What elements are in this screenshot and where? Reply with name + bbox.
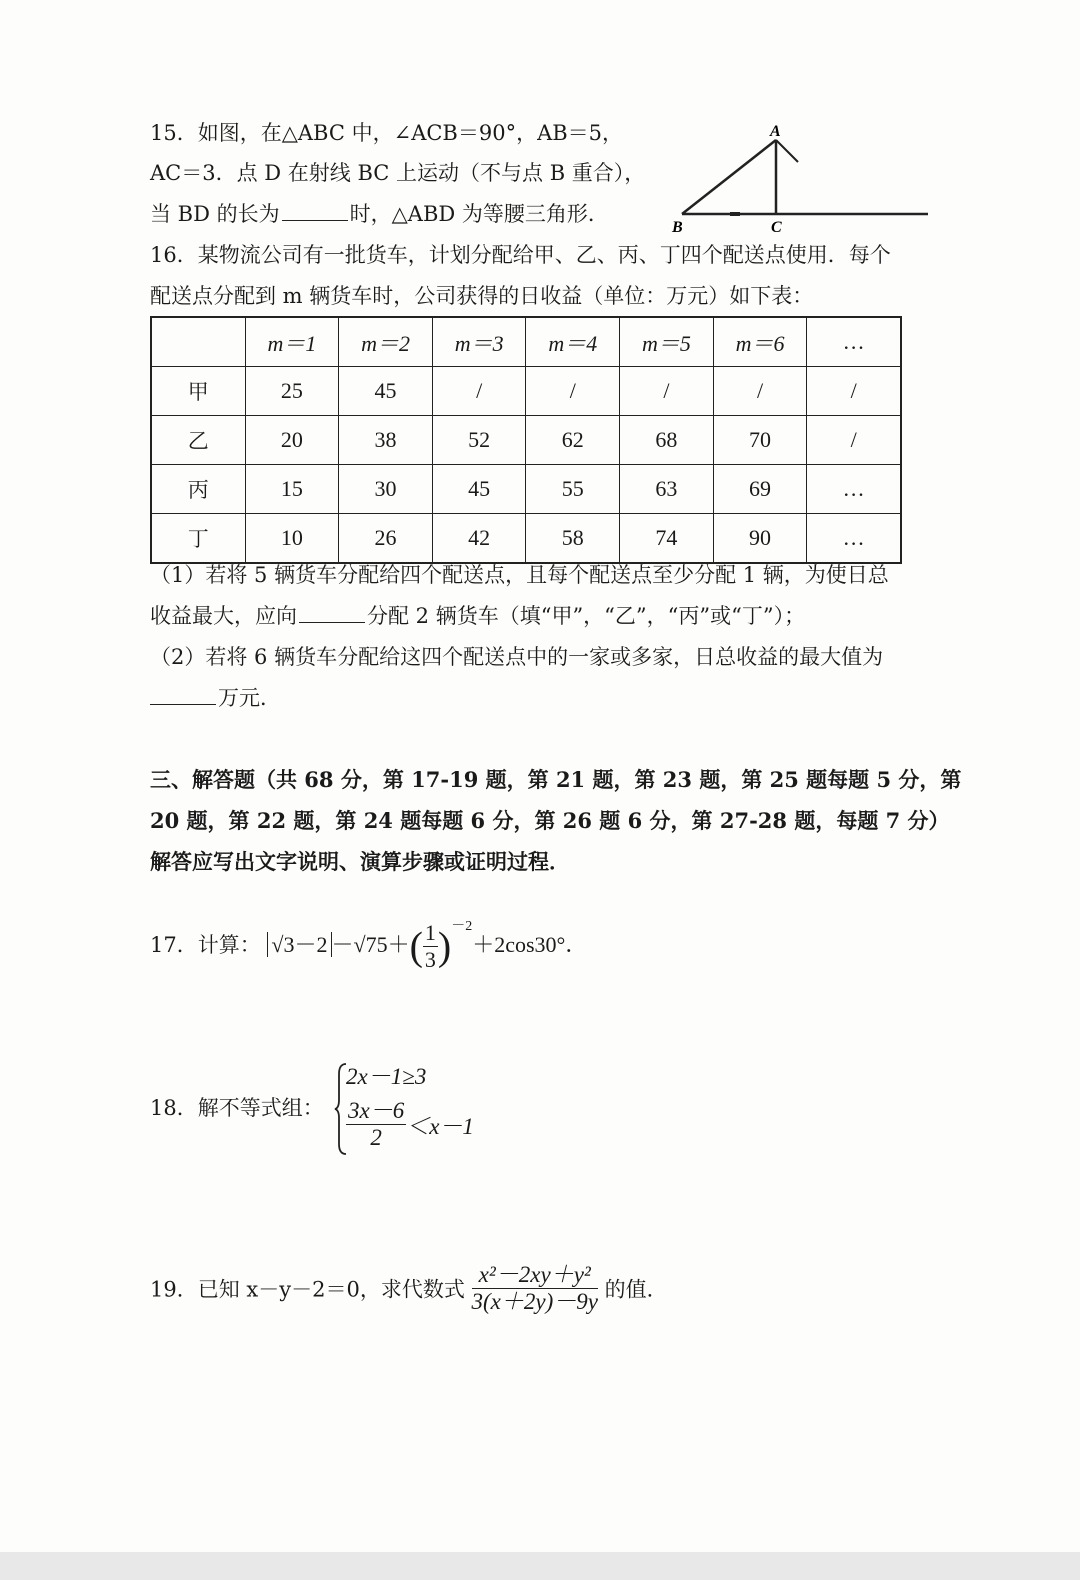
q18-fraction [346, 1098, 406, 1151]
q17-abs-value: √3－2 [267, 932, 331, 957]
q17-tail: ＋2cos30°． [472, 932, 588, 957]
table-cell: 52 [432, 416, 526, 465]
table-header-cell: m＝2 [339, 317, 433, 367]
q16-line2: 配送点分配到 m 辆货车时，公司获得的日收益（单位：万元）如下表： [150, 284, 814, 308]
q16-part1-start: 收益最大，应向 [150, 604, 297, 628]
table-cell: 68 [620, 416, 714, 465]
table-header-cell: … [807, 317, 901, 367]
q15-line3 [150, 199, 609, 229]
table-cell: / [713, 367, 807, 416]
figure-label-a: A [770, 123, 781, 140]
table-cell: 20 [245, 416, 339, 465]
table-row-label: 甲 [151, 367, 245, 416]
revenue-table [150, 316, 902, 564]
scan-bottom-edge [0, 1552, 1080, 1580]
q17-fraction [423, 920, 438, 973]
table-cell: / [807, 367, 901, 416]
table-cell: … [807, 514, 901, 564]
q19 [150, 1262, 668, 1315]
table-row-label: 乙 [151, 416, 245, 465]
q16-part1-line1: （1）若将 5 辆货车分配给四个配送点，且每个配送点至少分配 1 辆，为使日总 [150, 563, 889, 587]
table-row-label: 丁 [151, 514, 245, 564]
table-row [151, 465, 901, 514]
q16-part1-line2 [150, 601, 805, 631]
q16-part1-end: 分配 2 辆货车（填“甲”，“乙”，“丙”或“丁”）； [367, 604, 806, 628]
figure-label-b: B [672, 219, 683, 236]
table-cell: 74 [620, 514, 714, 564]
table-cell: 45 [432, 465, 526, 514]
q16-part2-line2 [150, 683, 281, 713]
table-cell: / [432, 367, 526, 416]
table-header-cell: m＝6 [713, 317, 807, 367]
table-cell: 15 [245, 465, 339, 514]
q18-prefix: 18．解不等式组： [150, 1096, 324, 1120]
triangle-figure [660, 118, 940, 238]
q17-sqrt-term: －√75＋ [331, 932, 410, 957]
table-cell: 70 [713, 416, 807, 465]
table-header-cell: m＝1 [245, 317, 339, 367]
table-row [151, 367, 901, 416]
table-cell: 55 [526, 465, 620, 514]
q19-numerator: x²－2xy＋y² [472, 1262, 598, 1289]
section3-line2: 20 题，第 22 题，第 24 题每题 6 分，第 26 题 6 分，第 27-28 题，每题 7 分） [150, 808, 950, 833]
q16-part2-line1: （2）若将 6 辆货车分配给这四个配送点中的一家或多家，日总收益的最大值为 [150, 645, 884, 669]
table-cell: 26 [339, 514, 433, 564]
table-row [151, 514, 901, 564]
table-cell: 58 [526, 514, 620, 564]
table-cell: … [807, 465, 901, 514]
q18-frac-num: 3x－6 [348, 1098, 405, 1123]
table-header-cell: m＝3 [432, 317, 526, 367]
table-cell: / [620, 367, 714, 416]
section3-line3: 解答应写出文字说明、演算步骤或证明过程． [150, 849, 570, 874]
table-header-row [151, 317, 901, 367]
table-cell: 90 [713, 514, 807, 564]
q18-rhs: ＜x－1 [406, 1114, 474, 1139]
q17-frac-den: 3 [424, 947, 436, 972]
q16-line1: 16．某物流公司有一批货车，计划分配给甲、乙、丙、丁四个配送点使用．每个 [150, 243, 891, 267]
table-row [151, 416, 901, 465]
table-cell: 69 [713, 465, 807, 514]
table-cell: 10 [245, 514, 339, 564]
q17-prefix: 17．计算： [150, 933, 261, 957]
table-header-cell: m＝5 [620, 317, 714, 367]
table-header-cell [151, 317, 245, 367]
q17-exponent: －2 [451, 919, 473, 934]
answer-blank [299, 602, 365, 623]
q19-prefix: 19．已知 x－y－2＝0，求代数式 [150, 1277, 465, 1302]
q15-line3-end: 时，△ABD 为等腰三角形． [349, 202, 609, 226]
table-cell: 45 [339, 367, 433, 416]
q19-denominator: 3(x＋2y)－9y [471, 1289, 598, 1314]
q15-line2: AC＝3．点 D 在射线 BC 上运动（不与点 B 重合）， [150, 161, 646, 185]
figure-label-c: C [771, 219, 782, 236]
table-cell: 63 [620, 465, 714, 514]
table-row-label: 丙 [151, 465, 245, 514]
table-cell: 42 [432, 514, 526, 564]
section3-line1: 三、解答题（共 68 分，第 17-19 题，第 21 题，第 23 题，第 25 题每题 5 分，第 [150, 767, 962, 792]
q19-suffix: 的值． [604, 1277, 668, 1302]
q18-frac-den: 2 [370, 1125, 382, 1150]
q18-inequality-1: 2x－1≥3 [346, 1064, 427, 1089]
q17: 17．计算： √3－2 －√75＋( $\frac{1}{3}$ )$^{-2}$＋2cos30°． [150, 919, 588, 972]
table-cell: / [526, 367, 620, 416]
q17-frac-num: 1 [424, 920, 436, 945]
q18-inequality-2 [346, 1098, 474, 1151]
table-cell: 62 [526, 416, 620, 465]
table-cell: 25 [245, 367, 339, 416]
q15-line3-start: 当 BD 的长为 [150, 202, 280, 226]
answer-blank [150, 684, 216, 705]
table-cell: / [807, 416, 901, 465]
table-header-cell: m＝4 [526, 317, 620, 367]
table-cell: 38 [339, 416, 433, 465]
q16-part2-end: 万元． [218, 686, 281, 710]
q15-line1: 15．如图，在△ABC 中，∠ACB＝90°，AB＝5， [150, 121, 624, 145]
answer-blank [282, 200, 348, 221]
table-cell: 30 [339, 465, 433, 514]
q19-fraction [472, 1262, 598, 1315]
